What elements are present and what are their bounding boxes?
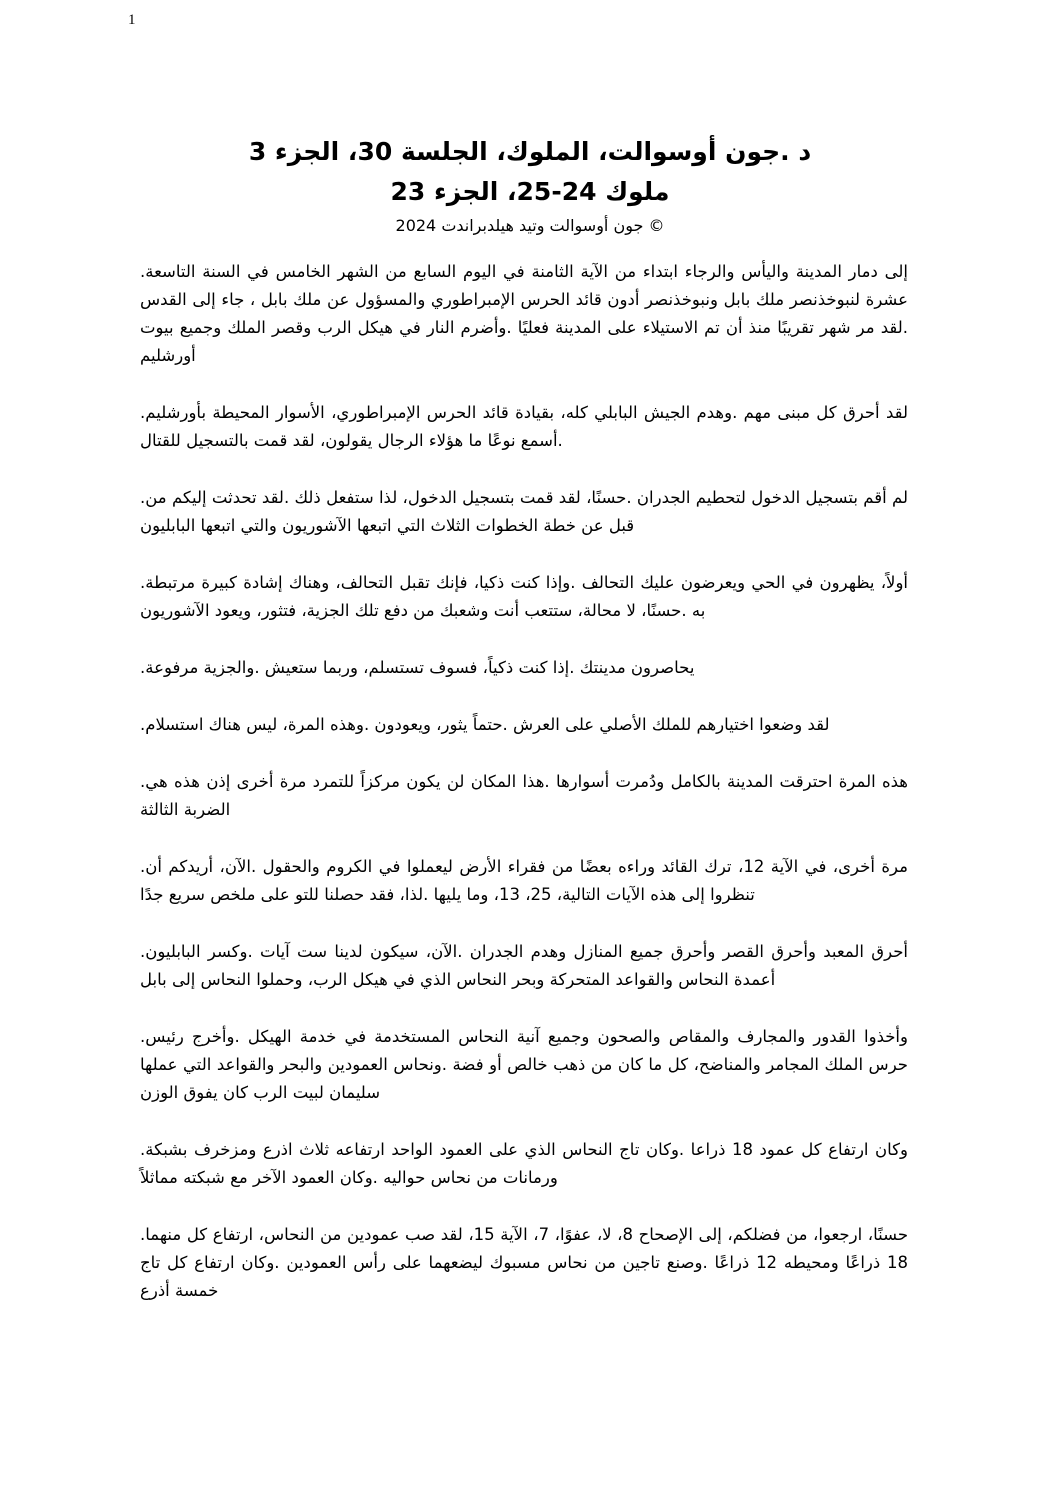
title-line-2: ملوك 24-25، الجزء 23 <box>390 177 670 206</box>
paragraph: .وأخذوا القدور والمجارف والمقاص والصحون وجميع آنية النحاس المستخدمة في خدمة الهيكل .وأخرج رئيس حرس الملك المجامر والمناضح، كل ما كان من ذهب خالص أو فضة .ونحاس العمودين والبحر والقواعد التي عملها سليمان لبيت الرب كان يفوق الوزن <box>140 1027 908 1102</box>
paragraph: .أولاً، يظهرون في الحي ويعرضون عليك التحالف .وإذا كنت ذكيا، فإنك تقبل التحالف، وهناك إشادة كبيرة مرتبطة به .حسنًا، لا محالة، ستتعب أنت وشعبك من دفع تلك الجزية، فتثور، ويعود الآشوريون <box>140 573 908 620</box>
page-number: 1 <box>128 12 136 28</box>
paragraph: .إلى دمار المدينة واليأس والرجاء ابتداء من الآية الثامنة في اليوم السابع من الشهر الخامس في السنة التاسعة عشرة لنبوخذنصر ملك بابل ونبوخذنصر أدون قائد الحرس الإمبراطوري والمسؤول عن ملك بابل ، جاء إلى القدس .لقد مر شهر تقريبًا منذ أن تم الاستيلاء على المدينة فعليًا .وأضرم النار في هيكل الرب وقصر الملك وجميع بيوت أورشليم <box>140 262 908 365</box>
title-line-1: د .جون أوسوالت، الملوك، الجلسة 30، الجزء 3 <box>248 137 812 166</box>
paragraph: .أحرق المعبد وأحرق القصر وأحرق جميع المنازل وهدم الجدران .الآن، سيكون لدينا ست آيات .وكسر البابليون أعمدة النحاس والقواعد المتحركة وبحر النحاس الذي في هيكل الرب، وحملوا النحاس إلى بابل <box>140 942 908 989</box>
document-body <box>140 258 908 1334</box>
paragraph: .وكان ارتفاع كل عمود 18 ذراعا .وكان تاج النحاس الذي على العمود الواحد ارتفاعه ثلاث اذرع ومزخرف بشبكة ورمانات من نحاس حواليه .وكان العمود الآخر مع شبكته مماثلاً <box>140 1140 909 1187</box>
paragraph: .لقد وضعوا اختيارهم للملك الأصلي على العرش .حتماً يثور، ويعودون .وهذه المرة، ليس هناك استسلام <box>140 715 830 734</box>
paragraph: .لقد أحرق كل مبنى مهم .وهدم الجيش البابلي كله، بقيادة قائد الحرس الإمبراطوري، الأسوار المحيطة بأورشليم .أسمع نوعًا ما هؤلاء الرجال يقولون، لقد قمت بالتسجيل للقتال <box>140 403 908 450</box>
copyright-subtitle: جون أوسوالت وتيد هيلدبراندت 2024 © <box>395 216 665 235</box>
paragraph: .لم أقم بتسجيل الدخول لتحطيم الجدران .حسنًا، لقد قمت بتسجيل الدخول، لذا ستفعل ذلك .لقد تحدثت إليكم من قبل عن خطة الخطوات الثلاث التي اتبعها الآشوريون والتي اتبعها البابليون <box>140 488 908 535</box>
paragraph: .حسنًا، ارجعوا، من فضلكم، إلى الإصحاح 8، لا، عفوًا، 7، الآية 15، لقد صب عمودين من النحاس، ارتفاع كل منهما 18 ذراعًا ومحيطه 12 ذراعًا .وصنع تاجين من نحاس مسبوك ليضعهما على رأس العمودين .وكان ارتفاع كل تاج خمسة أذرع <box>140 1225 909 1300</box>
paragraph: .مرة أخرى، في الآية 12، ترك القائد وراءه بعضًا من فقراء الأرض ليعملوا في الكروم والحقول .الآن، أريدكم أن تنظروا إلى هذه الآيات التالية، 25، 13، وما يليها .لذا، فقد حصلنا للتو على ملخص سريع جدًا <box>140 857 908 904</box>
paragraph: .يحاصرون مدينتك .إذا كنت ذكياً، فسوف تستسلم، وربما ستعيش .والجزية مرفوعة <box>140 658 695 677</box>
document-title <box>100 132 960 212</box>
paragraph: .هذه المرة احترقت المدينة بالكامل ودُمرت أسوارها .هذا المكان لن يكون مركزاً للتمرد مرة أخرى إذن هذه هي الضربة الثالثة <box>140 772 908 819</box>
